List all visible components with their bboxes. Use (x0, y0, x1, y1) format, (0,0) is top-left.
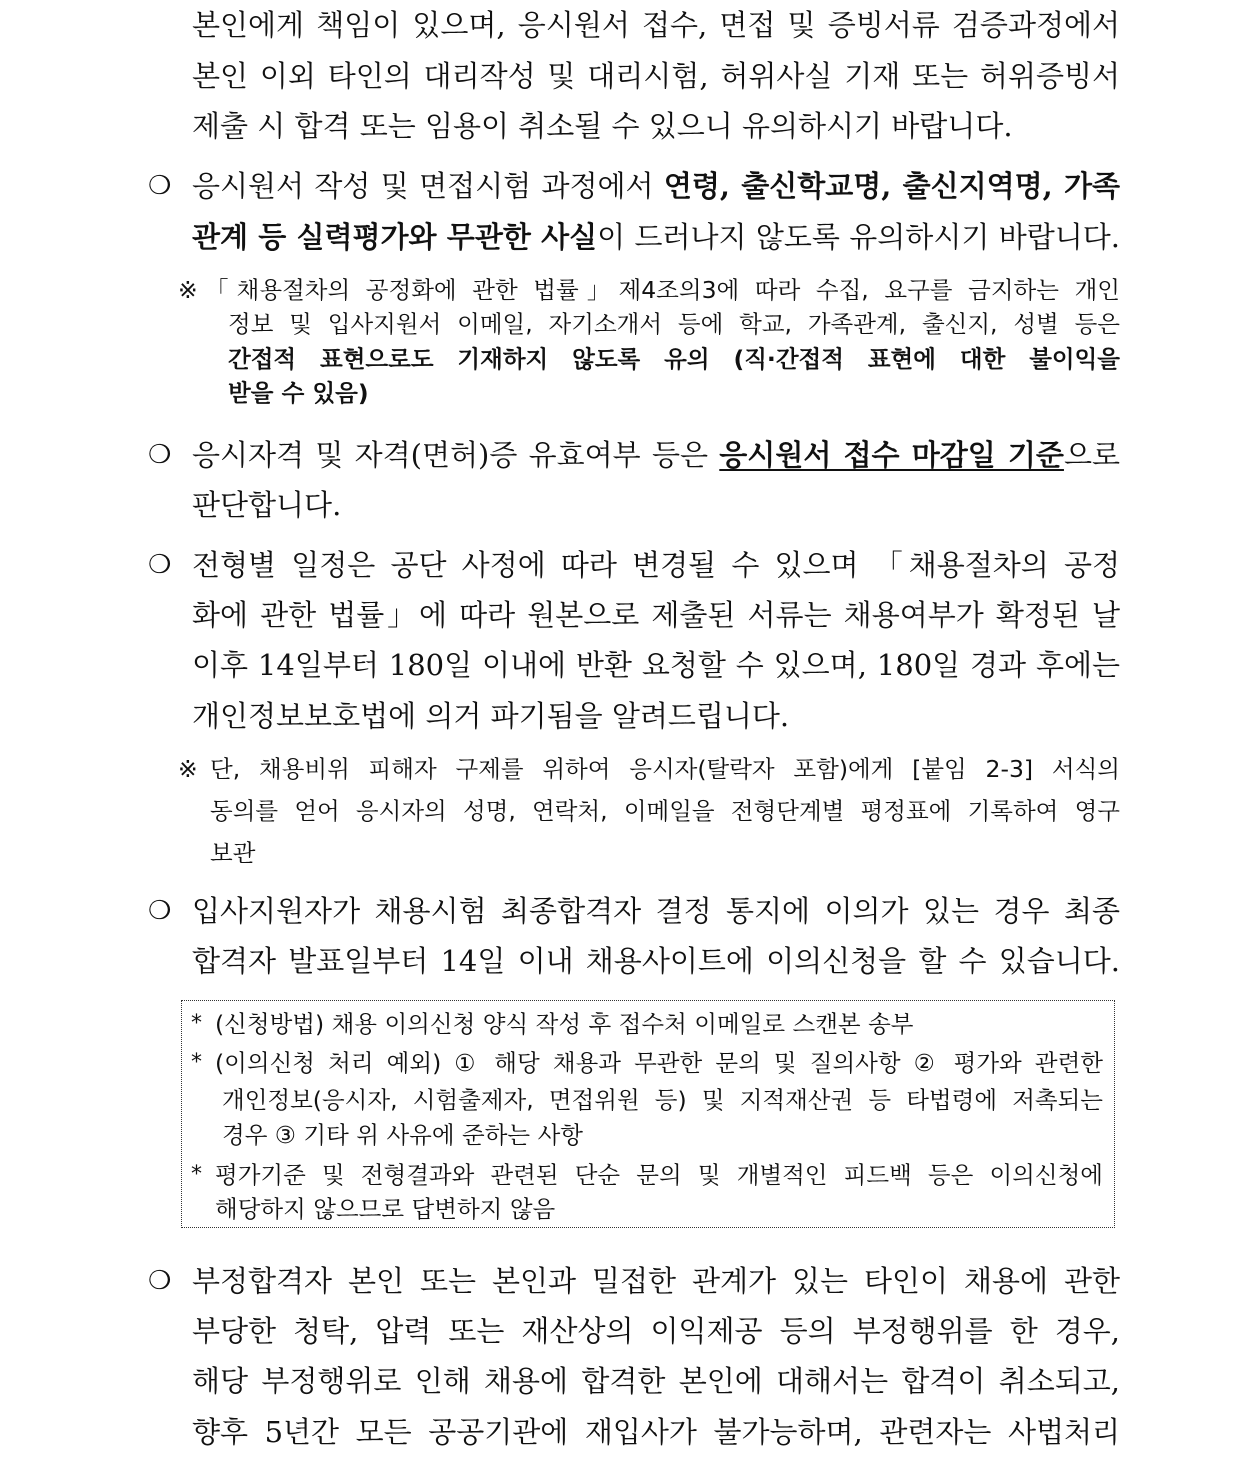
item1-line-2 (192, 217, 1120, 257)
bullet-circle-icon: ❍ (148, 550, 172, 580)
item3-line-1: 전형별 일정은 공단 사정에 따라 변경될 수 있으며 「채용절차의 공정 (192, 548, 1120, 582)
asterisk-icon: * (191, 1162, 202, 1187)
item1-text-2: 이 드러나지 않도록 유의하시기 바랍니다. (597, 220, 1120, 254)
item5-line-1: 부정합격자 본인 또는 본인과 밀접한 관계가 있는 타인이 채용에 관한 (192, 1264, 1120, 1298)
item1-note-line-3: 간접적 표현으로도 기재하지 않도록 유의 (직·간접적 표현에 대한 불이익을 (228, 345, 1120, 373)
item2-text-end: 으로 (1063, 438, 1120, 472)
item3-note-line-1: 단, 채용비위 피해자 구제를 위하여 응시자(탈락자 포함)에게 [붙임 2-3] 서식의 (210, 755, 1120, 783)
bullet-circle-icon: ❍ (148, 171, 172, 201)
box-line-6: 해당하지 않으므로 답변하지 않음 (215, 1195, 556, 1223)
reference-mark-icon: ※ (178, 276, 198, 304)
item2-underlined-text: 응시원서 접수 마감일 기준 (719, 438, 1064, 472)
item5-line-4: 향후 5년간 모든 공공기관에 재입사가 불가능하며, 관련자는 사법처리 (192, 1415, 1120, 1449)
item1-note-line-1: 「채용절차의 공정화에 관한 법률」제4조의3에 따라 수집, 요구를 금지하는 개인 (205, 276, 1120, 304)
item1-text: 응시원서 작성 및 면접시험 과정에서 (192, 169, 664, 203)
bullet-circle-icon: ❍ (148, 896, 172, 926)
item3-note-line-3: 보관 (210, 839, 256, 867)
box-line-5: 평가기준 및 전형결과와 관련된 단순 문의 및 개별적인 피드백 등은 이의신청에 (215, 1161, 1103, 1189)
intro-line-3: 제출 시 합격 또는 임용이 취소될 수 있으니 유의하시기 바랍니다. (192, 109, 1013, 143)
asterisk-icon: * (191, 1050, 202, 1075)
asterisk-icon: * (191, 1011, 202, 1036)
item1-note-line-2: 정보 및 입사지원서 이메일, 자기소개서 등에 학교, 가족관계, 출신지, 성별 등은 (228, 310, 1120, 338)
bullet-circle-icon: ❍ (148, 1266, 172, 1296)
box-line-3: 개인정보(응시자, 시험출제자, 면접위원 등) 및 지적재산권 등 타법령에 저촉되는 (222, 1086, 1103, 1114)
bullet-circle-icon: ❍ (148, 440, 172, 470)
objection-info-box (181, 1000, 1115, 1228)
item1-note-line-4: 받을 수 있음) (228, 379, 369, 407)
reference-mark-icon: ※ (178, 755, 198, 783)
box-line-4: 경우 ③ 기타 위 사유에 준하는 사항 (222, 1121, 583, 1149)
item3-line-3: 이후 14일부터 180일 이내에 반환 요청할 수 있으며, 180일 경과 후에는 (192, 648, 1120, 682)
item4-line-1: 입사지원자가 채용시험 최종합격자 결정 통지에 이의가 있는 경우 최종 (192, 894, 1120, 928)
item5-line-2: 부당한 청탁, 압력 또는 재산상의 이익제공 등의 부정행위를 한 경우, (192, 1314, 1120, 1348)
item3-line-4: 개인정보보호법에 의거 파기됨을 알려드립니다. (192, 699, 790, 733)
item2-line-2: 판단합니다. (192, 488, 342, 522)
item2-text: 응시자격 및 자격(면허)증 유효여부 등은 (192, 438, 720, 472)
item3-line-2: 화에 관한 법률」에 따라 원본으로 제출된 서류는 채용여부가 확정된 날 (192, 598, 1120, 632)
intro-line-2: 본인 이외 타인의 대리작성 및 대리시험, 허위사실 기재 또는 허위증빙서 (192, 59, 1120, 93)
item3-note-line-2: 동의를 얻어 응시자의 성명, 연락처, 이메일을 전형단계별 평정표에 기록하여 영구 (210, 797, 1120, 825)
box-line-2: (이의신청 처리 예외) ① 해당 채용과 무관한 문의 및 질의사항 ② 평가와 관련한 (215, 1049, 1103, 1077)
item1-bold-text: 연령, 출신학교명, 출신지역명, 가족 (663, 169, 1120, 203)
item1-line-1 (192, 166, 1120, 206)
item4-line-2: 합격자 발표일부터 14일 이내 채용사이트에 이의신청을 할 수 있습니다. (192, 944, 1120, 978)
intro-line-1: 본인에게 책임이 있으며, 응시원서 접수, 면접 및 증빙서류 검증과정에서 (192, 8, 1120, 42)
item2-line-1 (192, 435, 1120, 475)
item1-bold-text-2: 관계 등 실력평가와 무관한 사실 (192, 220, 598, 254)
item5-line-3: 해당 부정행위로 인해 채용에 합격한 본인에 대해서는 합격이 취소되고, (192, 1364, 1120, 1398)
box-line-1: (신청방법) 채용 이의신청 양식 작성 후 접수처 이메일로 스캔본 송부 (215, 1010, 914, 1038)
